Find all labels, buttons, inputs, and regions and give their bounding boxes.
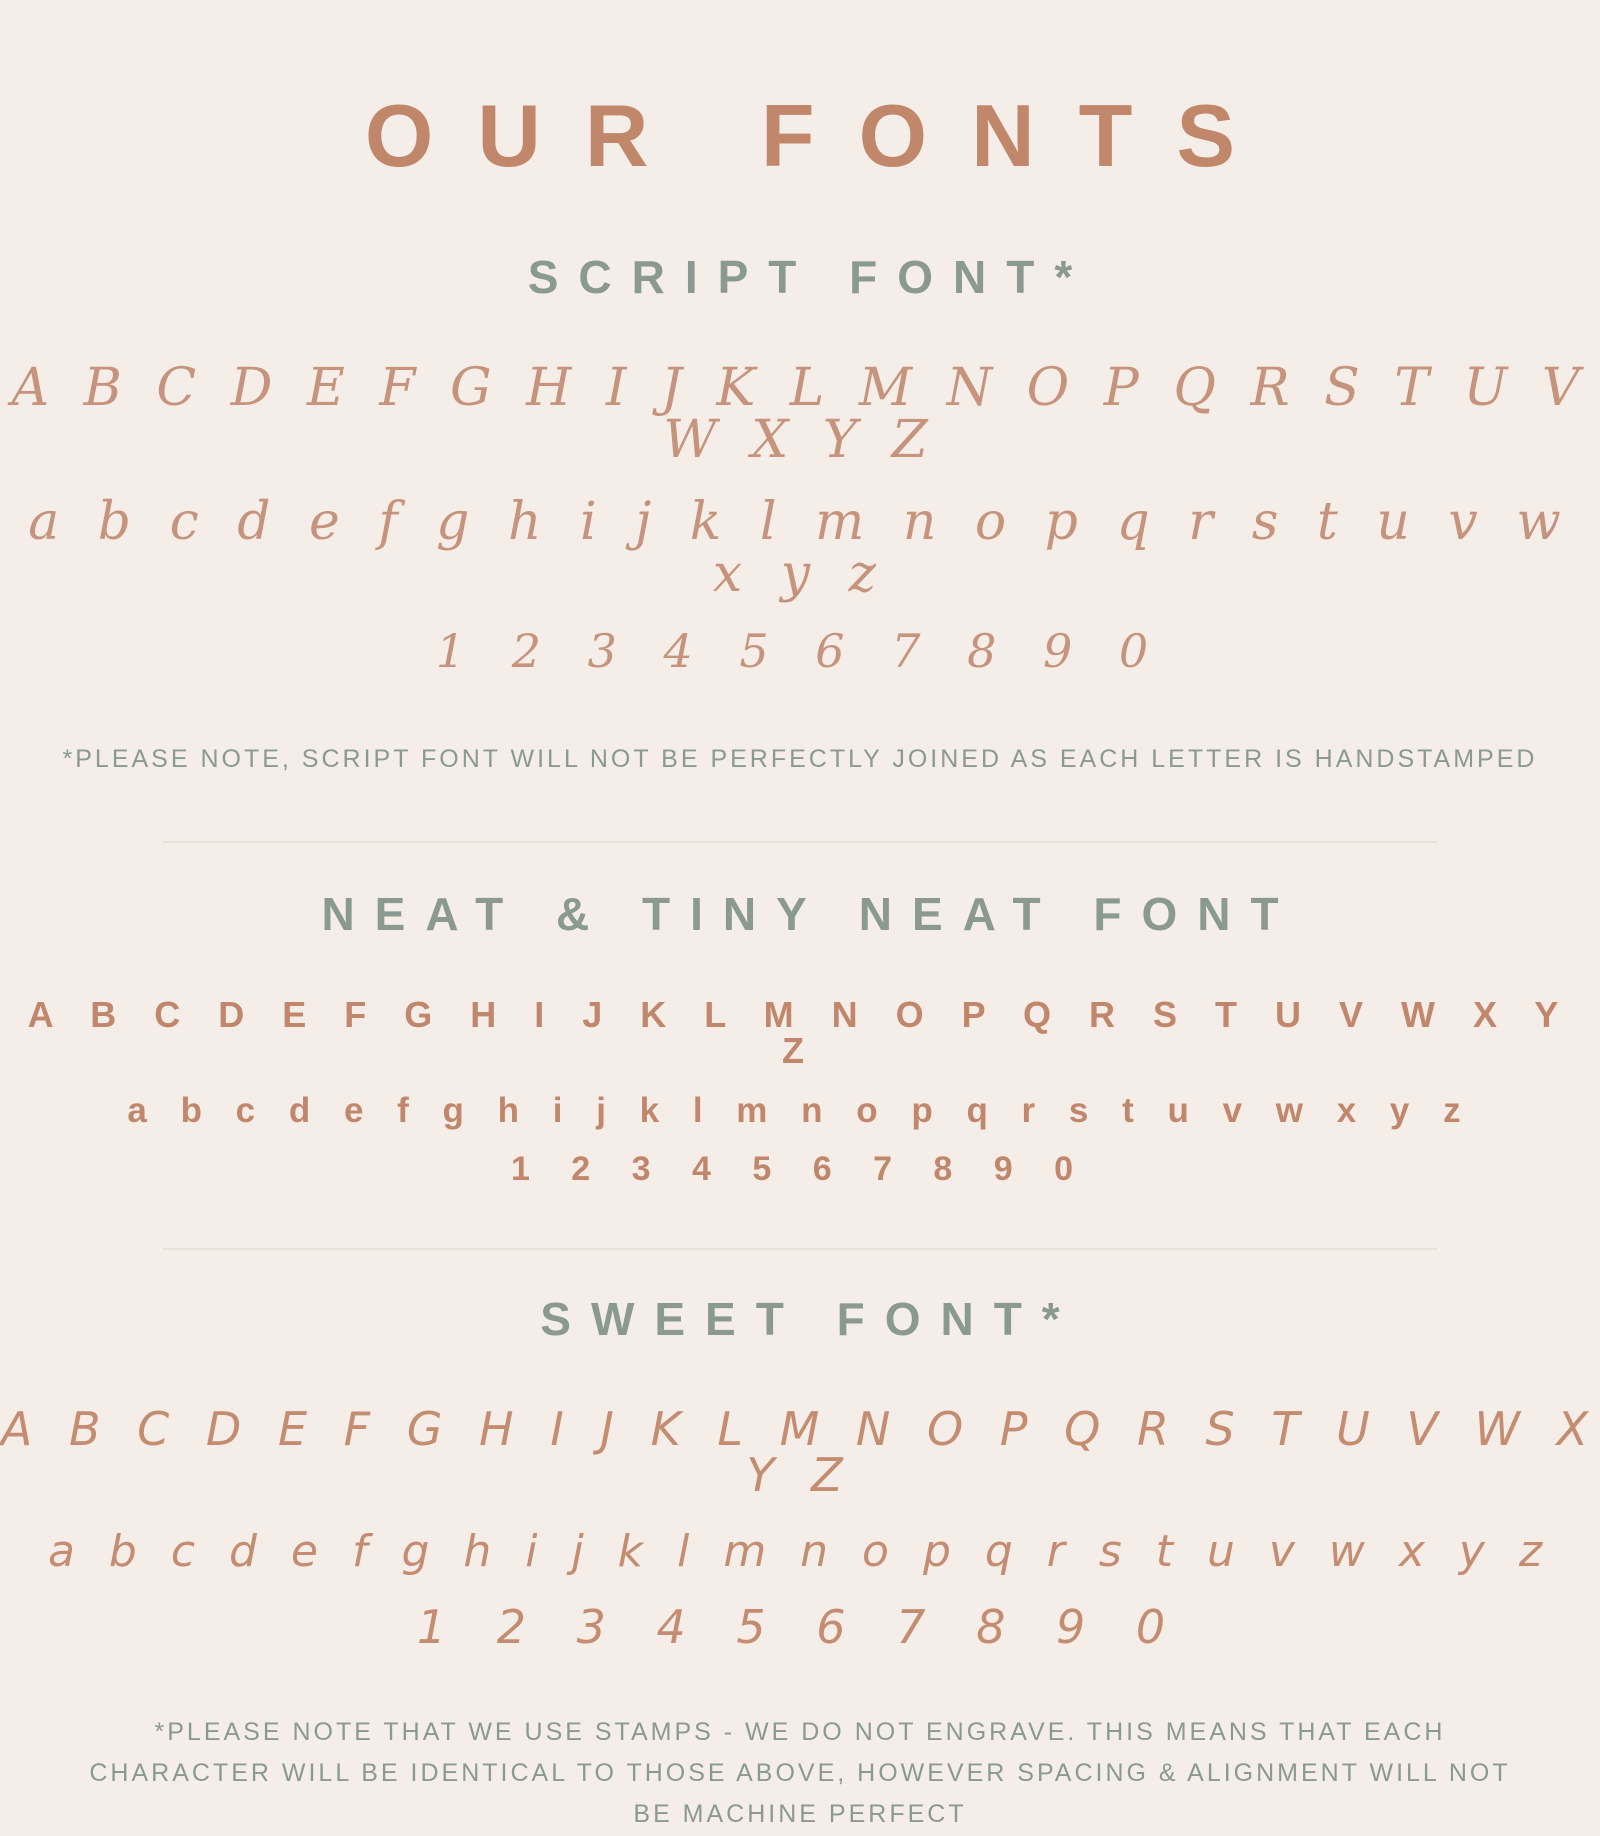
script-font-note: *PLEASE NOTE, SCRIPT FONT WILL NOT BE PERFECTLY JOINED AS EACH LETTER IS HANDSTAMPED	[62, 745, 1538, 773]
script-numbers-row: 1 2 3 4 5 6 7 8 9 0	[435, 624, 1165, 678]
script-font-heading: SCRIPT FONT*	[527, 251, 1093, 303]
neat-uppercase-row: A B C D E F G H I J K L M N O P Q R S T U V W X Y Z	[27, 993, 1573, 1071]
stamping-disclaimer-note: *PLEASE NOTE THAT WE USE STAMPS - WE DO NOT ENGRAVE. THIS MEANS THAT EACH CHARACTER WILL BE IDENTICAL TO THOSE ABOVE, HOWEVER SPACING & ALIGNMENT WILL NOT BE MACHINE PERFECT	[89, 1717, 1511, 1829]
section-divider	[163, 1248, 1437, 1250]
sweet-uppercase-row: A B C D E F G H I J K L M N O P Q R S T U V W X Y Z	[0, 1401, 1600, 1502]
page-title: OUR FONTS	[364, 86, 1280, 185]
sweet-font-heading: SWEET FONT*	[540, 1292, 1080, 1345]
section-sweet-font	[0, 1292, 1600, 1654]
section-script-font	[0, 251, 1600, 779]
neat-numbers-row: 1 2 3 4 5 6 7 8 9 0	[510, 1149, 1090, 1188]
sweet-lowercase-row: a b c d e f g h i j k l m n o p q r s t u v w x y z	[47, 1525, 1553, 1577]
sweet-numbers-row: 1 2 3 4 5 6 7 8 9 0	[416, 1599, 1184, 1654]
section-divider	[163, 841, 1437, 843]
script-lowercase-row: a b c d e f g h i j k l m n o p q r s t u v w x y z	[28, 492, 1572, 604]
script-uppercase-row: A B C D E F G H I J K L M N O P Q R S T U V W X Y Z	[11, 358, 1589, 470]
section-neat-tiny-neat-font	[0, 887, 1600, 1188]
neat-font-heading: NEAT & TINY NEAT FONT	[321, 887, 1299, 940]
neat-lowercase-row: a b c d e f g h i j k l m n o p q r s t u v w x y z	[127, 1090, 1473, 1130]
